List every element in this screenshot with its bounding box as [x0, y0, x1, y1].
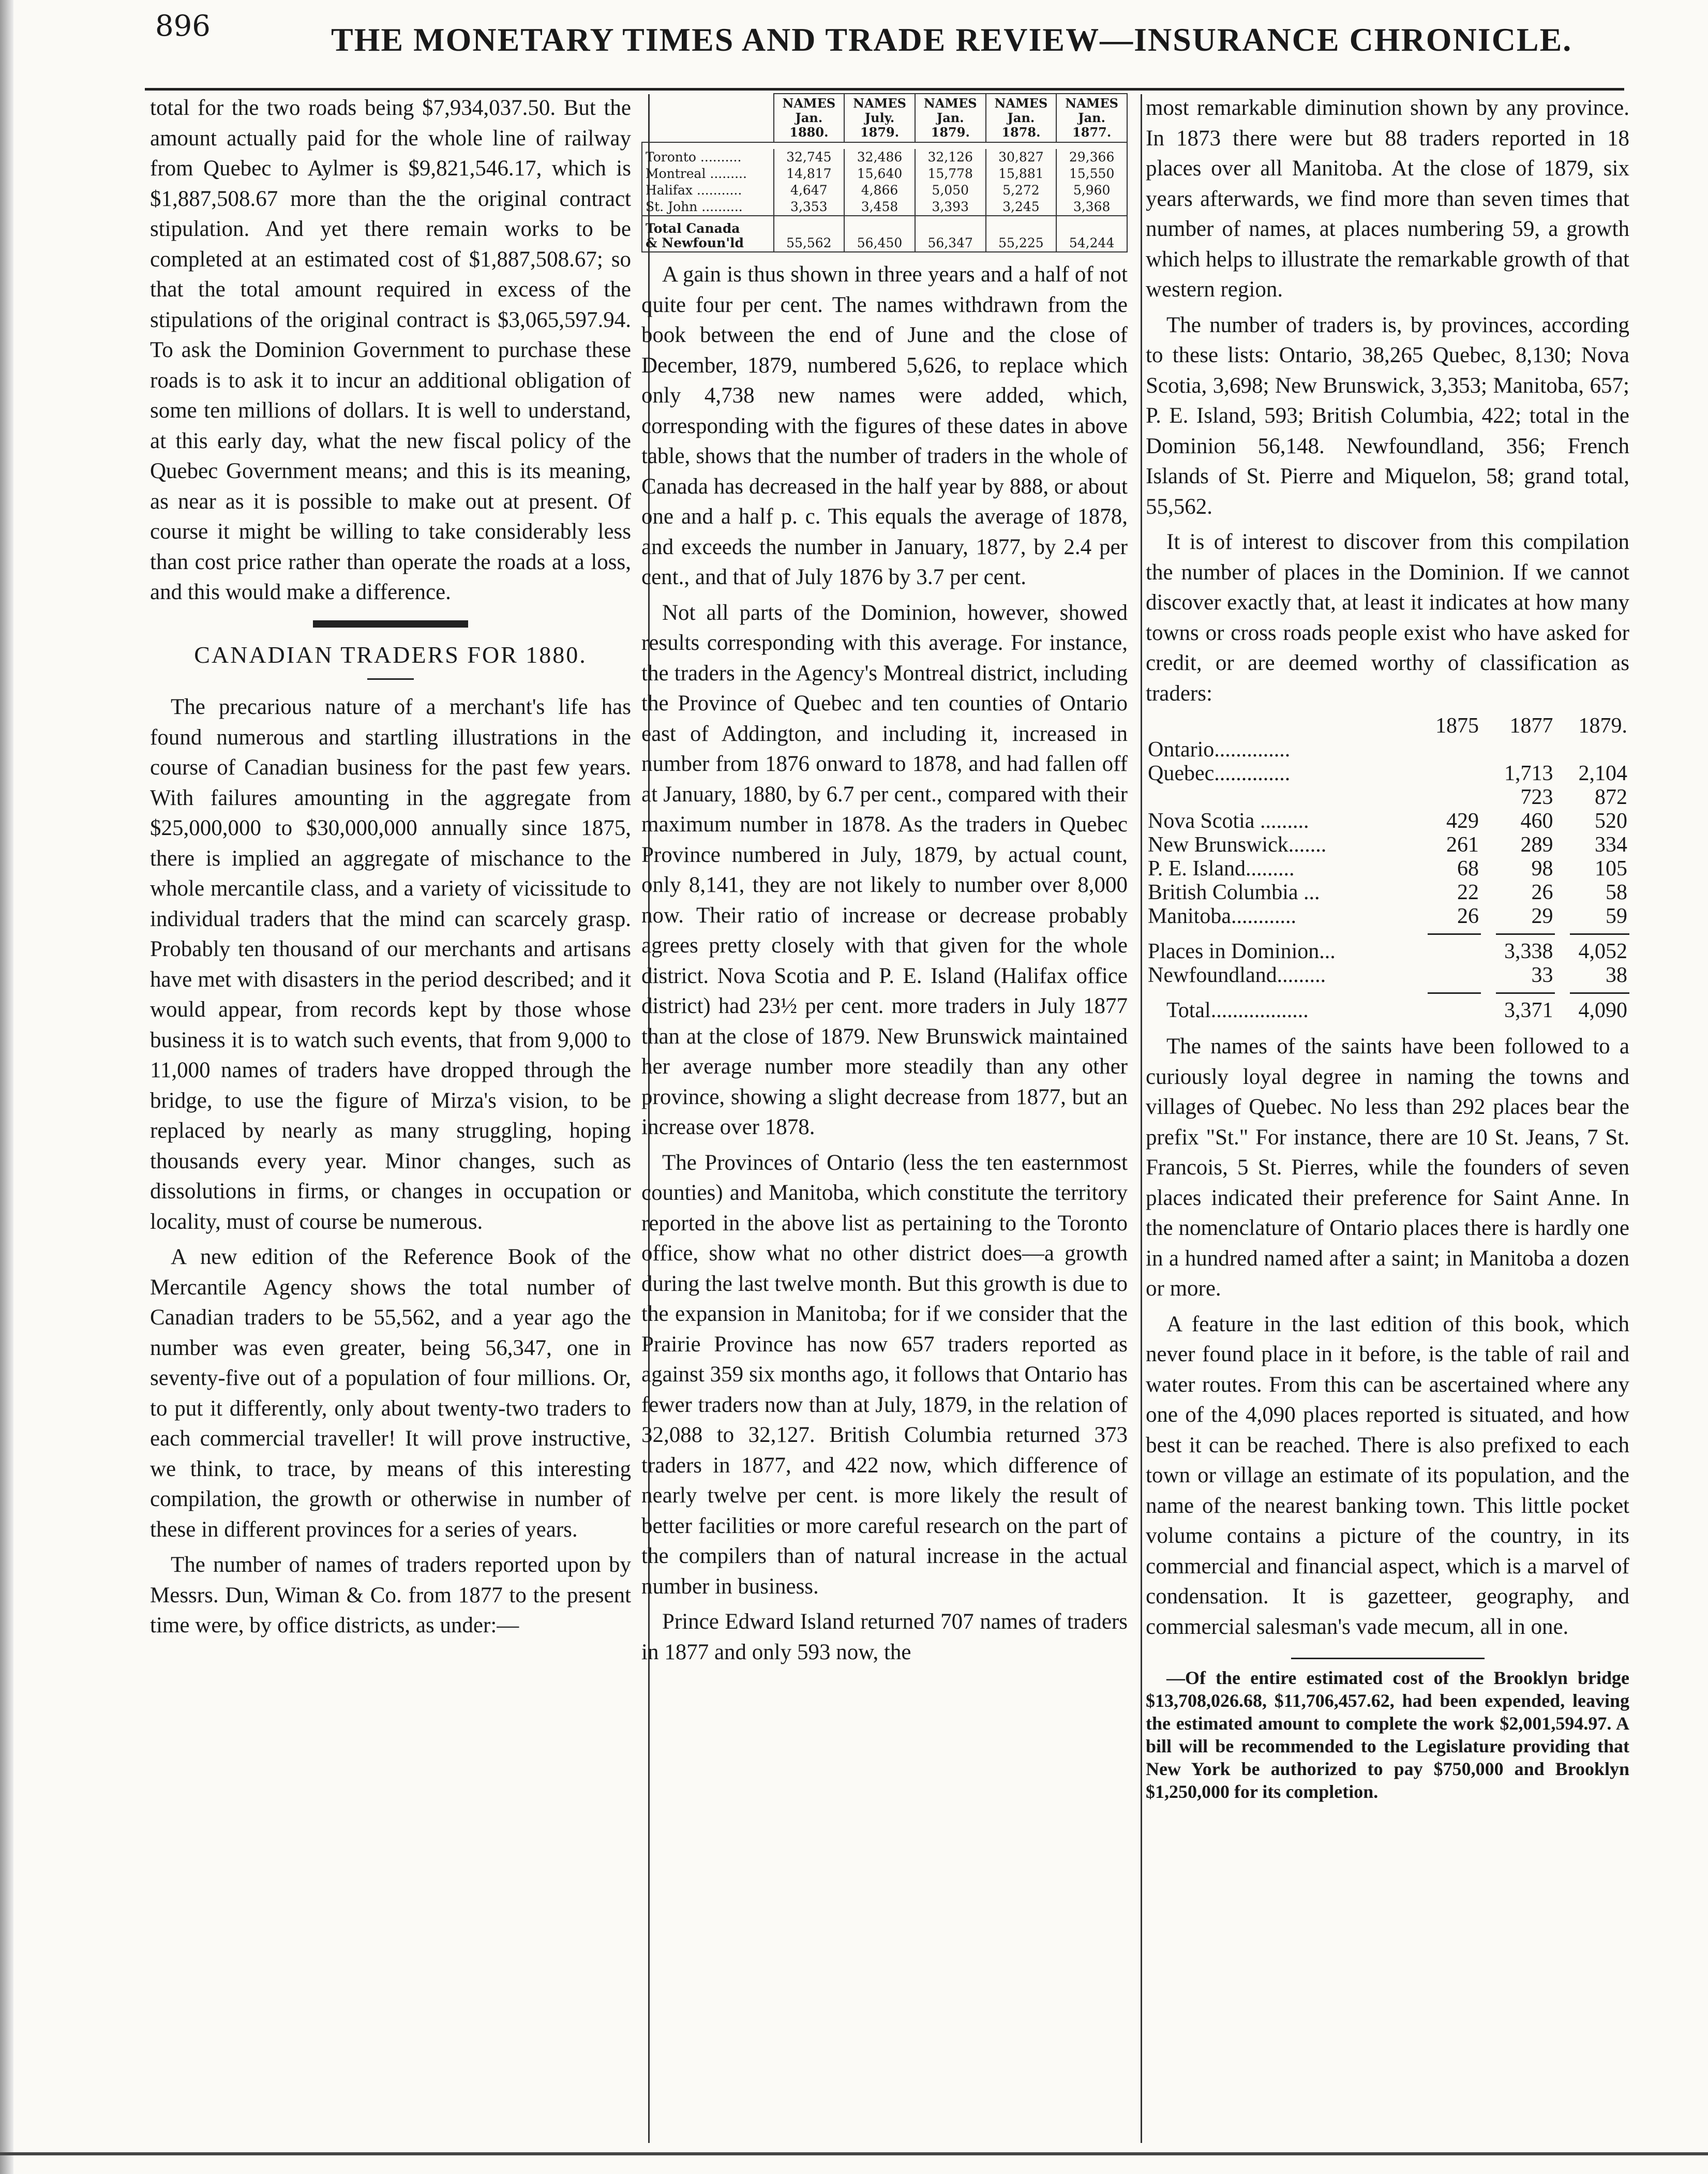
table-cell: 4,647: [774, 182, 845, 199]
places-cell: 26: [1457, 904, 1479, 928]
place-label: P. E. Island.........: [1148, 857, 1295, 881]
table-row: [642, 166, 1127, 182]
col3-paragraph-3: It is of interest to discover from this compilation the number of places in the Dominion. If we cannot discover exactly that, at least it indicates at how many towns or cross roads people exist who have asked for credit, or are deemed worthy of classification as traders:: [1146, 530, 1629, 706]
table-cell: 5,272: [986, 182, 1057, 199]
places-header-row: [1146, 714, 1629, 738]
table-cell: 5,960: [1056, 182, 1127, 199]
col2-paragraph-3: The Provinces of Ontario (less the ten easternmost counties) and Manitoba, which constitute the territory reported in the above list as pertaining to the Toronto office, show what no other district does—a growth during the last twelve month. But this growth is due to the expansion in Manitoba; for if we consider that the Prairie Province has now 657 traders reported as against 359 six months ago, it follows that Ontario has fewer traders now than at July, 1879, in the relation of 32,088 to 32,127. British Columbia returned 373 traders in 1877, and 422 now, which difference of nearly twelve per cent. is more likely the result of better facilities or more careful research on the part of the compilers than of natural increase in the actual number in business.: [641, 1150, 1128, 1599]
places-row: [1146, 762, 1629, 785]
table-cell: 15,640: [844, 166, 915, 182]
places-cell: 38: [1606, 963, 1627, 987]
row-label: St. John ..........: [642, 199, 774, 216]
place-label: Ontario..............: [1148, 738, 1291, 762]
places-row: [1146, 738, 1629, 762]
places-cell: 4,052: [1578, 940, 1627, 963]
table-cell: 32,486: [844, 149, 915, 166]
places-cell: 58: [1606, 881, 1627, 904]
places-sum-rule: [1146, 987, 1629, 999]
places-cell: 33: [1531, 963, 1553, 987]
col3-paragraph-5: A feature in the last edition of this book, which never found place in it before, is the table of rail and water routes. From this can be ascertained where any one of the 4,090 places reported is situated, and how best it can be reached. There is also prefixed to each town or village an estimate of its population, and the name of the nearest banking town. This little pocket volume contains a picture of the country, in its commercial and financial aspect, which is a marvel of condensation. It is gazetteer, geography, and commercial salesman's vade mecum, all in one.: [1146, 1312, 1629, 1639]
page-header-title: THE MONETARY TIMES AND TRADE REVIEW—INSURANCE CHRONICLE.: [331, 21, 1572, 58]
table-row: [642, 149, 1127, 166]
table-cell: 3,245: [986, 199, 1057, 216]
place-label: New Brunswick.......: [1148, 833, 1327, 857]
places-row: [1146, 857, 1629, 881]
places-cell: [1414, 785, 1481, 809]
year-header: 1875: [1435, 714, 1479, 738]
table-cell: 3,368: [1056, 199, 1127, 216]
col1-paragraph-1: total for the two roads being $7,934,037.50. But the amount actually paid for the whole line of railway from Quebec to Aylmer is $9,821,546.17, which is $1,887,508.67 more than the the original contract stipulation. And yet there remain works to be completed at an estimated cost of $1,887,508.67; so that the total amount required in excess of the stipulations of the original contract is $3,065,597.94. To ask the Dominion Government to purchase these roads is to ask it to incur an additional obligation of some ten millions of dollars. It is well to understand, at this early day, what the new fiscal policy of the Quebec Government means; and this is its meaning, as near as it is possible to make out at present. Of course it might be willing to take considerably less than cost price rather than operate the roads at a loss, and this would make a difference.: [150, 96, 631, 604]
section-divider: [313, 620, 468, 628]
places-cell: 723: [1520, 785, 1553, 809]
year-header: 1879.: [1578, 714, 1627, 738]
places-cell: 2,104: [1578, 762, 1627, 785]
column-2: [641, 93, 1128, 1673]
table-column-header: NAMES Jan. 1877.: [1056, 94, 1127, 142]
column-rule-2: [1141, 94, 1142, 2143]
places-cell: 429: [1446, 809, 1479, 833]
table-cell: 56,347: [915, 216, 986, 252]
table-cell: 32,745: [774, 149, 845, 166]
places-cell: [1414, 999, 1481, 1022]
table-cell: 5,050: [915, 182, 986, 199]
places-row: [1146, 940, 1629, 963]
col3-paragraph-4: The names of the saints have been followed to a curiously loyal degree in naming the towns and villages of Quebec. No less than 292 places bear the prefix "St." For instance, there are 10 St. Jeans, 7 St. Francois, 5 St. Pierres, while the founders of seven places indicated their preference for Saint Anne. In the nomenclature of Ontario places there is hardly one in a hundred named after a saint; in Manitoba a dozen or more.: [1146, 1034, 1629, 1301]
places-cell: 1,713: [1504, 762, 1553, 785]
places-cell: 520: [1595, 809, 1627, 833]
table-corner-cell: [642, 94, 774, 142]
places-cell: 261: [1446, 833, 1479, 857]
table-column-header: NAMES Jan. 1879.: [915, 94, 986, 142]
places-cell: 872: [1595, 785, 1627, 809]
table-cell: 3,458: [844, 199, 915, 216]
col1-paragraph-2: The precarious nature of a merchant's life has found numerous and startling illustrations in the course of Canadian business for the past few years. With failures amounting in the aggregate from $25,000,000 to $30,000,000 annually since 1875, there is implied an aggregate of mischance to the whole mercantile class, and a variety of vicissitude to individual traders that the mind can scarcely grasp. Probably ten thousand of our merchants and artisans have met with disasters in the period described; and it would appear, from records kept by those whose business it is to watch such events, that from 9,000 to 11,000 names of traders have dropped through the bridge, to use the figure of Mirza's vision, to be replaced by nearly as many struggling, hoping thousands every year. Minor changes, such as dissolutions in firms, or changes in occupation or locality, must of course be numerous.: [150, 695, 631, 1234]
traders-by-district-table: [641, 93, 1128, 252]
table-cell: 30,827: [986, 149, 1057, 166]
table-cell: 55,562: [774, 216, 845, 252]
place-label: Nova Scotia .........: [1148, 809, 1309, 833]
places-cell: 460: [1520, 809, 1553, 833]
table-cell: 29,366: [1056, 149, 1127, 166]
place-label: [1146, 785, 1414, 809]
places-cell: 59: [1606, 904, 1627, 928]
row-label: Montreal .........: [642, 166, 774, 182]
header-rule: [145, 88, 1624, 91]
places-cell: 29: [1531, 904, 1553, 928]
table-header-row: [642, 94, 1127, 142]
scan-edge-left: [0, 0, 13, 2174]
places-row: [1146, 904, 1629, 928]
places-cell: 334: [1595, 833, 1627, 857]
places-row: [1146, 809, 1629, 833]
places-row: [1146, 833, 1629, 857]
places-header-blank: [1146, 714, 1414, 738]
table-cell: 54,244: [1056, 216, 1127, 252]
row-label: Toronto ..........: [642, 149, 774, 166]
table-column-header: NAMES Jan. 1880.: [774, 94, 845, 142]
place-label: Quebec..............: [1148, 762, 1291, 785]
places-cell: 68: [1457, 857, 1479, 881]
footnote-rule: [1291, 1658, 1485, 1659]
places-cell: 3,338: [1504, 940, 1553, 963]
table-cell: 15,881: [986, 166, 1057, 182]
col1-paragraph-3: A new edition of the Reference Book of the Mercantile Agency shows the total number of Canadian traders to be 55,562, and a year ago the number was even greater, being 56,347, one in seventy-five out of a population of four millions. Or, to put it differently, only about twenty-two traders to each commercial traveller! It will prove instructive, we think, to trace, by means of this interesting compilation, the growth or otherwise in number of these in different provinces for a series of years.: [150, 1245, 631, 1542]
place-label: Places in Dominion...: [1148, 940, 1336, 963]
places-cell: 105: [1595, 857, 1627, 881]
table-cell: 15,550: [1056, 166, 1127, 182]
places-sum-rule: [1146, 928, 1629, 940]
column-3: [1146, 93, 1629, 1803]
places-cell: [1414, 940, 1481, 963]
column-1: [150, 93, 631, 1646]
places-cell: 289: [1520, 833, 1553, 857]
table-cell: 56,450: [844, 216, 915, 252]
table-cell: 4,866: [844, 182, 915, 199]
places-total-row: [1146, 999, 1629, 1022]
row-label: Halifax ...........: [642, 182, 774, 199]
places-cell: [1481, 738, 1555, 762]
places-row: [1146, 881, 1629, 904]
year-header: 1877: [1509, 714, 1553, 738]
table-column-header: NAMES Jan. 1878.: [986, 94, 1057, 142]
col2-paragraph-1: A gain is thus shown in three years and a half of not quite four per cent. The names withdrawn from the book between the end of June and the close of December, 1879, numbered 5,626, to replace which only 4,738 new names were added, which, corresponding with the figures of these dates in above table, shows that the number of traders in the whole of Canada has decreased in the half year by 888, or about one and a half p. c. This equals the average of 1878, and exceeds the number in January, 1877, by 2.4 per cent., and that of July 1876 by 3.7 per cent.: [641, 262, 1128, 589]
places-row: [1146, 963, 1629, 987]
table-cell: 3,353: [774, 199, 845, 216]
places-cell: [1414, 963, 1481, 987]
places-cell: 4,090: [1578, 999, 1627, 1022]
table-cell: 3,393: [915, 199, 986, 216]
place-label: Newfoundland.........: [1148, 963, 1326, 987]
place-label: Total..................: [1166, 999, 1309, 1022]
section-title: CANADIAN TRADERS FOR 1880.: [194, 641, 587, 668]
page-number: 896: [155, 9, 211, 43]
place-label: Manitoba............: [1148, 904, 1296, 928]
table-cell: 32,126: [915, 149, 986, 166]
table-total-row: [642, 216, 1127, 252]
places-cell: 22: [1457, 881, 1479, 904]
col1-paragraph-4: The number of names of traders reported upon by Messrs. Dun, Wiman & Co. from 1877 to the present time were, by office districts, as under:—: [150, 1553, 631, 1637]
table-row: [642, 142, 1127, 149]
place-label: British Columbia ...: [1148, 881, 1320, 904]
places-cell: [1555, 738, 1629, 762]
places-cell: [1414, 738, 1481, 762]
col3-paragraph-1: most remarkable diminution shown by any province. In 1873 there were but 88 traders reported in 18 places over all Manitoba. At the close of 1879, six years afterwards, we find more than seven times that number of names, at places numbering 59, a growth which helps to illustrate the remarkable growth of that western region.: [1146, 96, 1629, 302]
places-cell: 98: [1531, 857, 1553, 881]
places-cell: 26: [1531, 881, 1553, 904]
places-cell: 3,371: [1504, 999, 1553, 1022]
table-row: [642, 199, 1127, 216]
places-cell: [1414, 762, 1481, 785]
table-cell: 14,817: [774, 166, 845, 182]
places-row: [1146, 785, 1629, 809]
total-label: Total Canada & Newfoun'ld: [642, 216, 774, 252]
table-cell: 15,778: [915, 166, 986, 182]
table-row: [642, 182, 1127, 199]
col2-paragraph-2: Not all parts of the Dominion, however, showed results corresponding with this average. For instance, the traders in the Agency's Montreal district, including the Province of Quebec and ten counties of Ontario east of Addington, and including it, increased in number from 1876 onward to 1878, and had fallen off at January, 1880, by 6.7 per cent., compared with their maximum number in 1878. As the traders in Quebec Province numbered in July, 1879, by actual count, only 8,141, they are not likely to number over 8,000 now. Their ratio of increase or decrease probably agrees pretty closely with that given for the whole district. Nova Scotia and P. E. Island (Halifax office district) had 23½ per cent. more traders in July 1877 than at the close of 1879. New Brunswick maintained her average number more steadily than any other province, showing a slight decrease from 1877, but an increase over 1878.: [641, 600, 1128, 1139]
table-cell: 55,225: [986, 216, 1057, 252]
col3-paragraph-2: The number of traders is, by provinces, according to these lists: Ontario, 38,265 Quebec, 8,130; Nova Scotia, 3,698; New Brunswick, 3,353; Manitoba, 657; P. E. Island, 593; British Columbia, 422; total in the Dominion 56,148. Newfoundland, 356; French Islands of St. Pierre and Miquelon, 58; grand total, 55,562.: [1146, 312, 1629, 519]
col2-paragraph-4: Prince Edward Island returned 707 names of traders in 1877 and only 593 now, the: [641, 1610, 1128, 1664]
title-rule: [367, 678, 414, 680]
places-by-province-table: [1146, 714, 1629, 1022]
bottom-edge: [0, 2152, 1708, 2155]
footnote: —Of the entire estimated cost of the Brooklyn bridge $13,708,026.68, $11,706,457.62, had been expended, leaving the estimated amount to complete the work $2,001,594.97. A bill will be recommended to the Legislature providing that New York be authorized to pay $750,000 and Brooklyn $1,250,000 for its completion.: [1146, 1667, 1629, 1802]
table-column-header: NAMES July. 1879.: [844, 94, 915, 142]
